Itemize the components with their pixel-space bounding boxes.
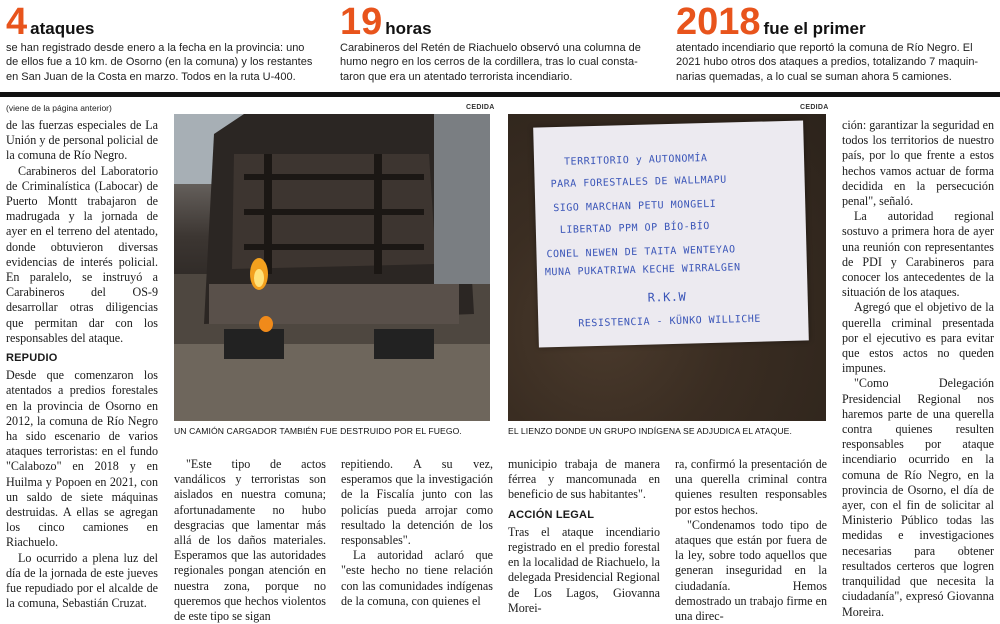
article-column-6: [842, 118, 994, 620]
stat-number: 2018: [676, 1, 761, 43]
stat-label: ataques: [30, 19, 95, 38]
stat-number: 19: [340, 1, 383, 43]
stat-line: atentado incendiario que reportó la comuna de Río Negro. El: [676, 42, 973, 54]
paragraph: repitiendo. A su vez, esperamos que la investigación de la Fiscalía junto con las policías pueda arrojar como resultado la detención de los responsables".: [341, 457, 493, 548]
banner-line: LIBERTAD PPM OP BÍO-BÍO: [559, 220, 710, 236]
banner-line: CONEL NEWEN DE TAITA WENTEYAO: [546, 244, 736, 261]
photo-credit: CEDIDA: [800, 104, 829, 111]
paragraph: Lo ocurrido a plena luz del día de la jornada de este jueves fue repudiado por el alcalde de la comuna, Sebastián Cruzat.: [6, 550, 158, 611]
article-column-5: [675, 457, 827, 624]
photo-caption: UN CAMIÓN CARGADOR TAMBIÉN FUE DESTRUIDO POR EL FUEGO.: [174, 426, 462, 436]
paragraph: Tras el ataque incendiario registrado en el predio forestal en la localidad de Riachuelo, la delegada Presidencial Regional de Los Lagos, Giovanna Morei-: [508, 524, 660, 615]
paragraph: La autoridad aclaró que "este hecho no tiene relación con las comunidades indígenas de la comuna, con quienes el: [341, 548, 493, 608]
banner-line: SIGO MARCHAN PETU MONGELI: [553, 198, 717, 215]
protest-banner-cloth: [533, 121, 809, 348]
stat-line: se han registrado desde enero a la fecha en la provincia: uno: [6, 42, 305, 54]
paragraph: La autoridad regional sostuvo a primera hora de ayer una reunión con representantes de PDI y Carabineros para conocer los antecedentes de la situación de los ataques.: [842, 209, 994, 300]
section-divider: [0, 92, 1000, 97]
stat-first-year: [676, 2, 996, 84]
burned-truck-photo: [174, 114, 490, 421]
paragraph: "Como Delegación Presidencial Regional nos haremos parte de una querella contra quienes resulten responsables por ataque incendiario ocurrido en la comuna de Río Negro, en la provincia de Osorno, el día de ayer, con el fin de solicitar al Ministerio Público todas las medidas e investigaciones necesarias para obtener resultados certeros que logren tranquilidad que necesita la ciudadanía", expresó Giovanna Moreira.: [842, 376, 994, 619]
stat-text: [6, 41, 328, 84]
section-heading-repudio: REPUDIO: [6, 352, 58, 365]
stat-label: horas: [385, 19, 432, 38]
stat-line: taron que era un atentado terrorista incendiario.: [340, 70, 573, 83]
stat-hours: [340, 2, 660, 84]
section-heading-accion-legal: ACCIÓN LEGAL: [508, 508, 595, 521]
banner-line: PARA FORESTALES DE WALLMAPU: [550, 174, 727, 191]
stat-label: fue el primer: [763, 19, 866, 38]
stat-text: [676, 41, 996, 84]
stat-line: Carabineros del Retén de Riachuelo observó una columna de: [340, 42, 641, 54]
photo-credit: CEDIDA: [466, 104, 495, 111]
stat-line: humo negro en los cerros de la cordillera, tras lo cual consta-: [340, 56, 638, 69]
banner-line: R.K.W: [647, 289, 687, 305]
paragraph: "Condenamos todo tipo de ataques que están por fuera de la ley, sobre todo aquellos que generan inseguridad en la ciudadanía. Hemos demostrado un trabajo firme en una direc-: [675, 517, 827, 624]
article-column-2: [174, 457, 326, 624]
article-column-3: [341, 457, 493, 609]
paragraph: municipio trabaja de manera férrea y mancomunada en beneficio de sus habitantes".: [508, 457, 660, 502]
stat-text: [340, 41, 660, 84]
stat-line: narias quemadas, a lo cual se suman ahora 5 camiones.: [676, 70, 952, 83]
burned-truck-image: [174, 114, 490, 421]
stat-line: 2021 hubo otros dos ataques a predios, totalizando 7 maquin-: [676, 56, 979, 69]
paragraph: ra, confirmó la presentación de una querella criminal contra quienes resulten responsables por estos hechos.: [675, 457, 827, 517]
paragraph: Carabineros del Laboratorio de Criminalística (Labocar) de Puerto Montt trabajaron de madrugada y la jornada de ayer en el terreno del atentado, donde obtuvieron diversas evidencias de interés policial. En paralelo, se instruyó a Carabineros del OS-9 desarrollar otras diligencias que permitan dar con los responsables del ataque.: [6, 163, 158, 345]
article-column-4: [508, 457, 660, 616]
article-column-1: [6, 118, 158, 612]
photo-caption: EL LIENZO DONDE UN GRUPO INDÍGENA SE ADJUDICA EL ATAQUE.: [508, 426, 792, 436]
paragraph: de las fuerzas especiales de La Unión y de personal policial de la comuna de Río Negro.: [6, 118, 158, 163]
continued-note: (viene de la página anterior): [6, 103, 112, 113]
paragraph: Agregó que el objetivo de la querella criminal presentada por el ejecutivo es para evitar que estos actos no queden impunes.: [842, 300, 994, 376]
stat-attacks: [6, 2, 328, 84]
stat-line: en San Juan de la Costa en marzo. Todos en la ruta U-400.: [6, 70, 296, 83]
banner-line: RESISTENCIA - KÜNKO WILLICHE: [578, 313, 761, 330]
paragraph: ción: garantizar la seguridad en todos los territorios de nuestro país, por lo que frente a estos hechos vamos actuar de forma decidida en la persecución penal", señaló.: [842, 118, 994, 209]
stat-number: 4: [6, 1, 28, 43]
banner-line: TERRITORIO y AUTONOMÍA: [563, 153, 708, 168]
paragraph: "Este tipo de actos vandálicos y terroristas son aislados en nuestra comuna; afortunadamente no hubo desgracias que lamentar más allá de los daños materiales. Esperamos que las autoridades regionales pongan atención en nuestra zona, porque no queremos que hechos violentos de este tipo se sigan: [174, 457, 326, 624]
stat-line: de ellos fue a 10 km. de Osorno (en la comuna) y los restantes: [6, 56, 313, 69]
paragraph: Desde que comenzaron los atentados a predios forestales en la provincia de Osorno en 2012, la comuna de Río Negro ha sido escenario de varios ataques terroristas: en el fundo "Calabozo" en 2018 y en Huilma y Popoen en 2021, con un saldo de siete máquinas destruidas. A ellas se agregan los cinco camiones en Riachuelo.: [6, 368, 158, 550]
banner-line: MUNA PUKATRIWA KECHE WIRRALGEN: [544, 262, 741, 279]
